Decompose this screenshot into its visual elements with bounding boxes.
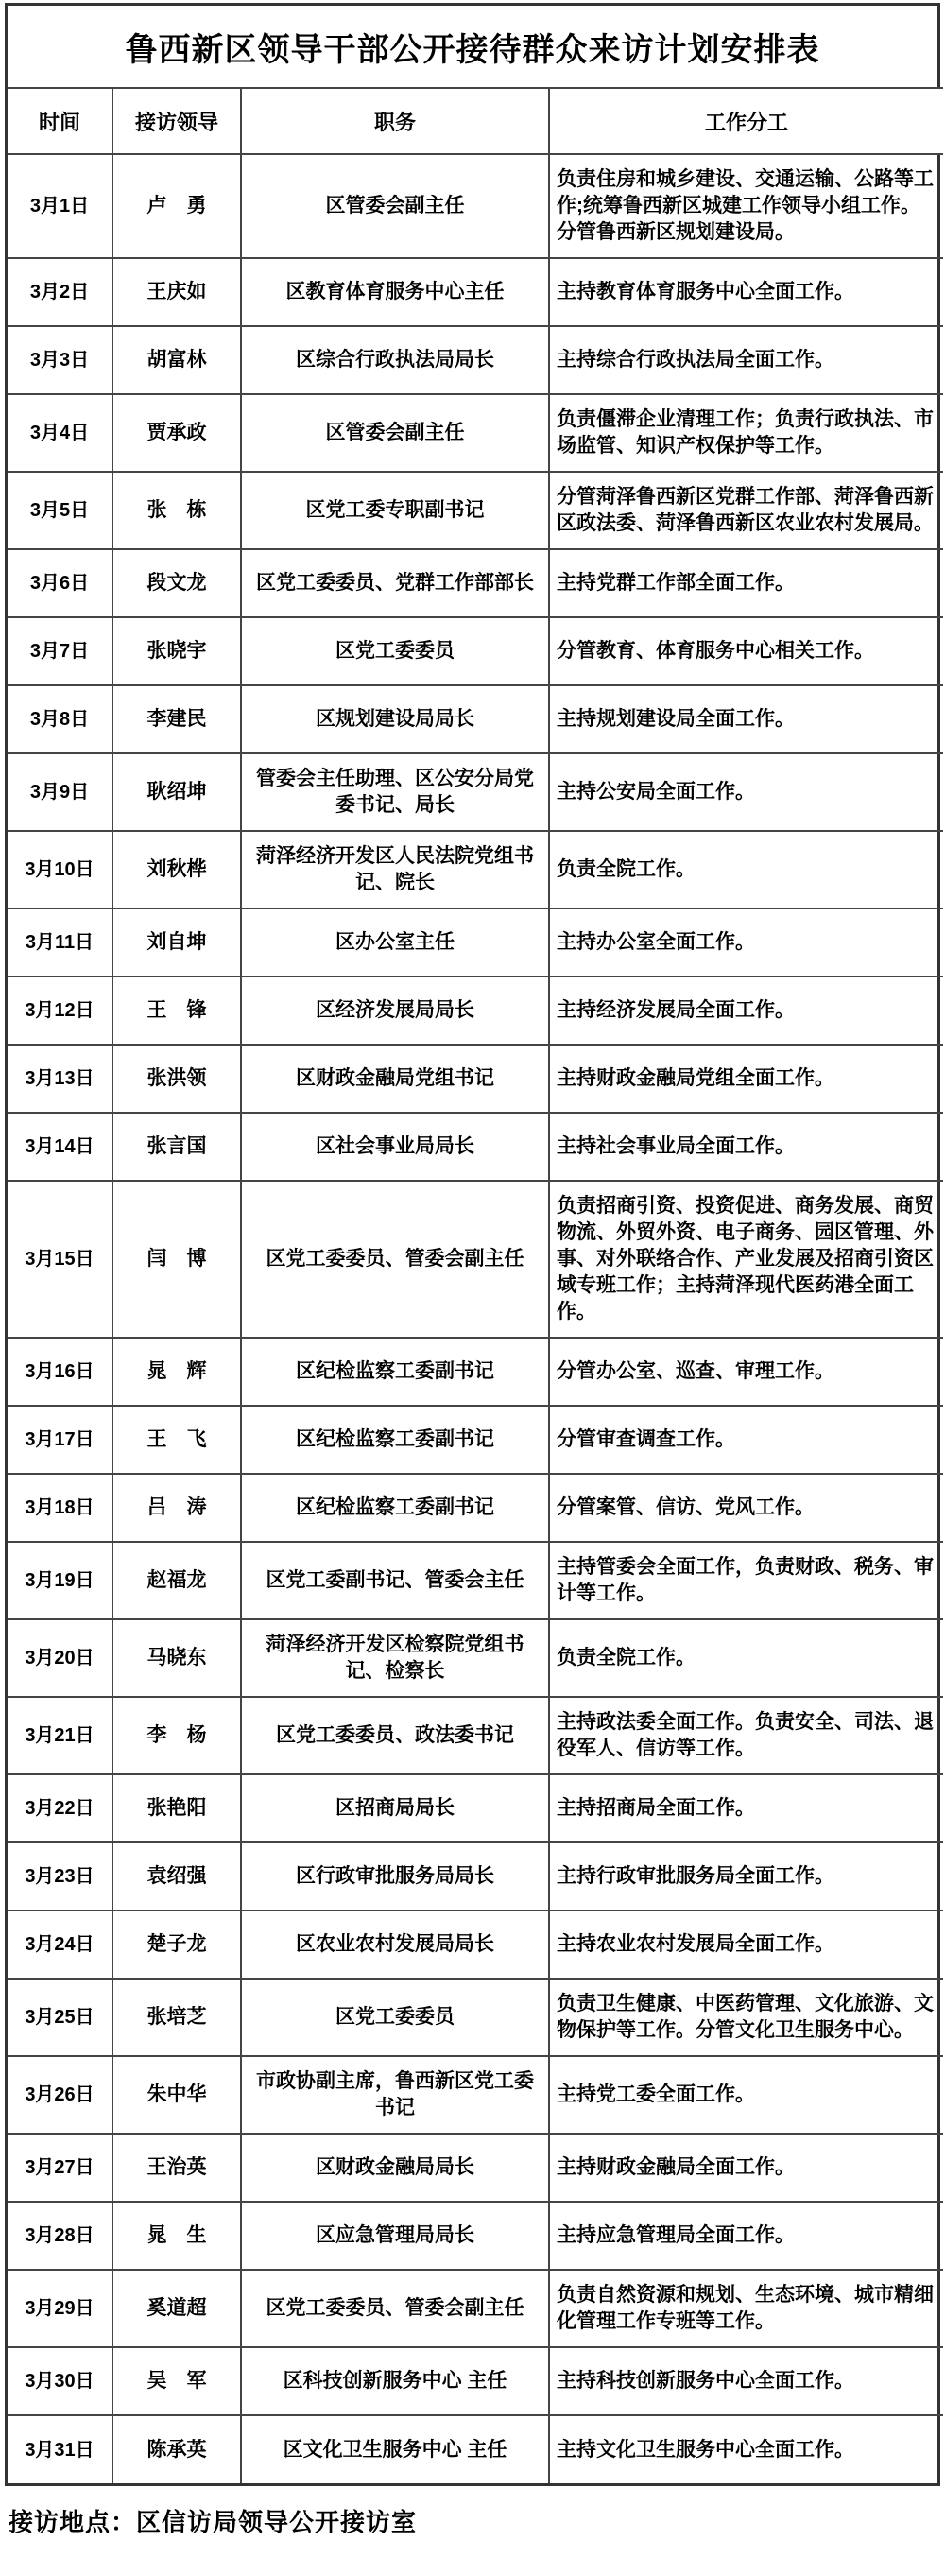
cell-date: 3月27日 <box>8 2134 112 2202</box>
table-row <box>8 1979 943 2056</box>
cell-position: 区党工委副书记、管委会主任 <box>241 1542 549 1619</box>
cell-date: 3月10日 <box>8 831 112 908</box>
cell-position: 区文化卫生服务中心 主任 <box>241 2415 549 2483</box>
cell-date: 3月2日 <box>8 258 112 326</box>
cell-date: 3月6日 <box>8 549 112 617</box>
cell-leader-name: 王庆如 <box>112 258 241 326</box>
cell-duties: 负责招商引资、投资促进、商务发展、商贸物流、外贸外资、电子商务、园区管理、外事、对外联络合作、产业发展及招商引资区域专班工作；主持菏泽现代医药港全面工作。 <box>549 1181 943 1338</box>
cell-leader-name: 贾承政 <box>112 394 241 472</box>
table-row <box>8 2056 943 2134</box>
table-row <box>8 1113 943 1181</box>
cell-duties: 主持科技创新服务中心全面工作。 <box>549 2347 943 2415</box>
cell-leader-name: 卢 勇 <box>112 154 241 258</box>
cell-position: 区财政金融局党组书记 <box>241 1045 549 1113</box>
cell-date: 3月5日 <box>8 472 112 549</box>
cell-position: 区管委会副主任 <box>241 394 549 472</box>
table-row <box>8 1338 943 1406</box>
cell-duties: 分管办公室、巡查、审理工作。 <box>549 1338 943 1406</box>
table-row <box>8 2270 943 2347</box>
cell-duties: 主持综合行政执法局全面工作。 <box>549 326 943 394</box>
cell-date: 3月29日 <box>8 2270 112 2347</box>
cell-leader-name: 刘自坤 <box>112 908 241 977</box>
cell-position: 区综合行政执法局局长 <box>241 326 549 394</box>
table-row <box>8 1774 943 1842</box>
cell-position: 区财政金融局局长 <box>241 2134 549 2202</box>
cell-leader-name: 段文龙 <box>112 549 241 617</box>
cell-leader-name: 张 栋 <box>112 472 241 549</box>
cell-date: 3月22日 <box>8 1774 112 1842</box>
cell-duties: 主持管委会全面工作，负责财政、税务、审计等工作。 <box>549 1542 943 1619</box>
cell-position: 区农业农村发展局局长 <box>241 1910 549 1979</box>
cell-date: 3月8日 <box>8 685 112 753</box>
cell-position: 区管委会副主任 <box>241 154 549 258</box>
table-row <box>8 394 943 472</box>
cell-date: 3月11日 <box>8 908 112 977</box>
cell-date: 3月17日 <box>8 1406 112 1474</box>
table-row <box>8 1542 943 1619</box>
table-row <box>8 326 943 394</box>
cell-position: 市政协副主席，鲁西新区党工委书记 <box>241 2056 549 2134</box>
cell-leader-name: 赵福龙 <box>112 1542 241 1619</box>
cell-position: 区应急管理局局长 <box>241 2202 549 2270</box>
cell-duties: 主持行政审批服务局全面工作。 <box>549 1842 943 1910</box>
reception-location-note: 接访地点：区信访局领导公开接访室 <box>9 2508 418 2536</box>
table-row <box>8 617 943 685</box>
cell-duties: 主持教育体育服务中心全面工作。 <box>549 258 943 326</box>
table-row <box>8 2202 943 2270</box>
cell-date: 3月20日 <box>8 1619 112 1697</box>
cell-date: 3月21日 <box>8 1697 112 1774</box>
header-row <box>8 88 943 154</box>
cell-leader-name: 张培芝 <box>112 1979 241 2056</box>
cell-duties: 分管案管、信访、党风工作。 <box>549 1474 943 1542</box>
table-row <box>8 1697 943 1774</box>
cell-leader-name: 陈承英 <box>112 2415 241 2483</box>
table-row <box>8 1842 943 1910</box>
cell-position: 区教育体育服务中心主任 <box>241 258 549 326</box>
schedule-table <box>8 87 943 2483</box>
cell-leader-name: 耿绍坤 <box>112 753 241 831</box>
cell-date: 3月24日 <box>8 1910 112 1979</box>
cell-leader-name: 王 锋 <box>112 977 241 1045</box>
table-row <box>8 1474 943 1542</box>
cell-position: 区行政审批服务局局长 <box>241 1842 549 1910</box>
table-row <box>8 753 943 831</box>
cell-date: 3月13日 <box>8 1045 112 1113</box>
cell-duties: 负责自然资源和规划、生态环境、城市精细化管理工作专班等工作。 <box>549 2270 943 2347</box>
cell-position: 区纪检监察工委副书记 <box>241 1474 549 1542</box>
table-row <box>8 549 943 617</box>
cell-duties: 负责全院工作。 <box>549 831 943 908</box>
cell-duties: 主持规划建设局全面工作。 <box>549 685 943 753</box>
cell-date: 3月30日 <box>8 2347 112 2415</box>
cell-position: 区党工委委员、党群工作部部长 <box>241 549 549 617</box>
cell-position: 区科技创新服务中心 主任 <box>241 2347 549 2415</box>
cell-position: 区党工委专职副书记 <box>241 472 549 549</box>
cell-duties: 主持办公室全面工作。 <box>549 908 943 977</box>
cell-date: 3月23日 <box>8 1842 112 1910</box>
column-header-duties: 工作分工 <box>549 88 943 154</box>
cell-position: 区办公室主任 <box>241 908 549 977</box>
cell-position: 区经济发展局局长 <box>241 977 549 1045</box>
table-row <box>8 1619 943 1697</box>
cell-date: 3月18日 <box>8 1474 112 1542</box>
column-header-leader: 接访领导 <box>112 88 241 154</box>
cell-leader-name: 晁 生 <box>112 2202 241 2270</box>
cell-leader-name: 王治英 <box>112 2134 241 2202</box>
cell-position: 管委会主任助理、区公安分局党委书记、局长 <box>241 753 549 831</box>
table-row <box>8 2415 943 2483</box>
cell-position: 区纪检监察工委副书记 <box>241 1338 549 1406</box>
cell-date: 3月9日 <box>8 753 112 831</box>
table-row <box>8 154 943 258</box>
cell-duties: 分管审查调查工作。 <box>549 1406 943 1474</box>
cell-date: 3月14日 <box>8 1113 112 1181</box>
cell-leader-name: 李建民 <box>112 685 241 753</box>
cell-duties: 主持财政金融局党组全面工作。 <box>549 1045 943 1113</box>
cell-duties: 主持经济发展局全面工作。 <box>549 977 943 1045</box>
cell-duties: 分管菏泽鲁西新区党群工作部、菏泽鲁西新区政法委、菏泽鲁西新区农业农村发展局。 <box>549 472 943 549</box>
cell-duties: 主持应急管理局全面工作。 <box>549 2202 943 2270</box>
table-row <box>8 1406 943 1474</box>
cell-leader-name: 奚道超 <box>112 2270 241 2347</box>
page-title: 鲁西新区领导干部公开接待群众来访计划安排表 <box>125 32 820 68</box>
table-row <box>8 2134 943 2202</box>
column-header-position: 职务 <box>241 88 549 154</box>
schedule-sheet <box>5 3 940 2486</box>
cell-date: 3月25日 <box>8 1979 112 2056</box>
cell-position: 区党工委委员、政法委书记 <box>241 1697 549 1774</box>
cell-duties: 负责卫生健康、中医药管理、文化旅游、文物保护等工作。分管文化卫生服务中心。 <box>549 1979 943 2056</box>
table-body <box>8 154 943 2483</box>
table-row <box>8 1045 943 1113</box>
cell-position: 区规划建设局局长 <box>241 685 549 753</box>
cell-date: 3月4日 <box>8 394 112 472</box>
table-row <box>8 258 943 326</box>
cell-duties: 主持政法委全面工作。负责安全、司法、退役军人、信访等工作。 <box>549 1697 943 1774</box>
cell-date: 3月1日 <box>8 154 112 258</box>
table-row <box>8 977 943 1045</box>
cell-date: 3月3日 <box>8 326 112 394</box>
cell-leader-name: 马晓东 <box>112 1619 241 1697</box>
title-row <box>8 6 937 87</box>
cell-date: 3月16日 <box>8 1338 112 1406</box>
cell-date: 3月31日 <box>8 2415 112 2483</box>
cell-leader-name: 李 杨 <box>112 1697 241 1774</box>
table-row <box>8 2347 943 2415</box>
cell-leader-name: 张言国 <box>112 1113 241 1181</box>
cell-duties: 分管教育、体育服务中心相关工作。 <box>549 617 943 685</box>
cell-position: 菏泽经济开发区人民法院党组书记、院长 <box>241 831 549 908</box>
table-row <box>8 685 943 753</box>
cell-position: 区党工委委员、管委会副主任 <box>241 2270 549 2347</box>
cell-position: 区党工委委员 <box>241 1979 549 2056</box>
table-row <box>8 1181 943 1338</box>
cell-duties: 主持公安局全面工作。 <box>549 753 943 831</box>
cell-duties: 主持招商局全面工作。 <box>549 1774 943 1842</box>
cell-duties: 主持文化卫生服务中心全面工作。 <box>549 2415 943 2483</box>
cell-date: 3月12日 <box>8 977 112 1045</box>
cell-duties: 主持社会事业局全面工作。 <box>549 1113 943 1181</box>
cell-leader-name: 楚子龙 <box>112 1910 241 1979</box>
cell-leader-name: 袁绍强 <box>112 1842 241 1910</box>
cell-duties: 负责全院工作。 <box>549 1619 943 1697</box>
cell-leader-name: 胡富林 <box>112 326 241 394</box>
cell-leader-name: 吴 军 <box>112 2347 241 2415</box>
cell-date: 3月7日 <box>8 617 112 685</box>
cell-leader-name: 吕 涛 <box>112 1474 241 1542</box>
cell-date: 3月26日 <box>8 2056 112 2134</box>
cell-duties: 主持农业农村发展局全面工作。 <box>549 1910 943 1979</box>
cell-duties: 负责住房和城乡建设、交通运输、公路等工作;统筹鲁西新区城建工作领导小组工作。分管鲁西新区规划建设局。 <box>549 154 943 258</box>
table-row <box>8 1910 943 1979</box>
cell-leader-name: 王 飞 <box>112 1406 241 1474</box>
cell-position: 菏泽经济开发区检察院党组书记、检察长 <box>241 1619 549 1697</box>
cell-leader-name: 朱中华 <box>112 2056 241 2134</box>
cell-position: 区党工委委员、管委会副主任 <box>241 1181 549 1338</box>
table-row <box>8 908 943 977</box>
table-row <box>8 831 943 908</box>
cell-date: 3月15日 <box>8 1181 112 1338</box>
cell-position: 区纪检监察工委副书记 <box>241 1406 549 1474</box>
cell-duties: 负责僵滞企业清理工作；负责行政执法、市场监管、知识产权保护等工作。 <box>549 394 943 472</box>
cell-leader-name: 刘秋桦 <box>112 831 241 908</box>
cell-duties: 主持党工委全面工作。 <box>549 2056 943 2134</box>
table-row <box>8 472 943 549</box>
cell-leader-name: 张艳阳 <box>112 1774 241 1842</box>
cell-date: 3月28日 <box>8 2202 112 2270</box>
cell-leader-name: 晁 辉 <box>112 1338 241 1406</box>
cell-position: 区党工委委员 <box>241 617 549 685</box>
cell-leader-name: 闫 博 <box>112 1181 241 1338</box>
cell-duties: 主持财政金融局全面工作。 <box>549 2134 943 2202</box>
column-header-time: 时间 <box>8 88 112 154</box>
cell-leader-name: 张晓宇 <box>112 617 241 685</box>
cell-position: 区招商局局长 <box>241 1774 549 1842</box>
cell-position: 区社会事业局局长 <box>241 1113 549 1181</box>
cell-date: 3月19日 <box>8 1542 112 1619</box>
cell-leader-name: 张洪领 <box>112 1045 241 1113</box>
cell-duties: 主持党群工作部全面工作。 <box>549 549 943 617</box>
